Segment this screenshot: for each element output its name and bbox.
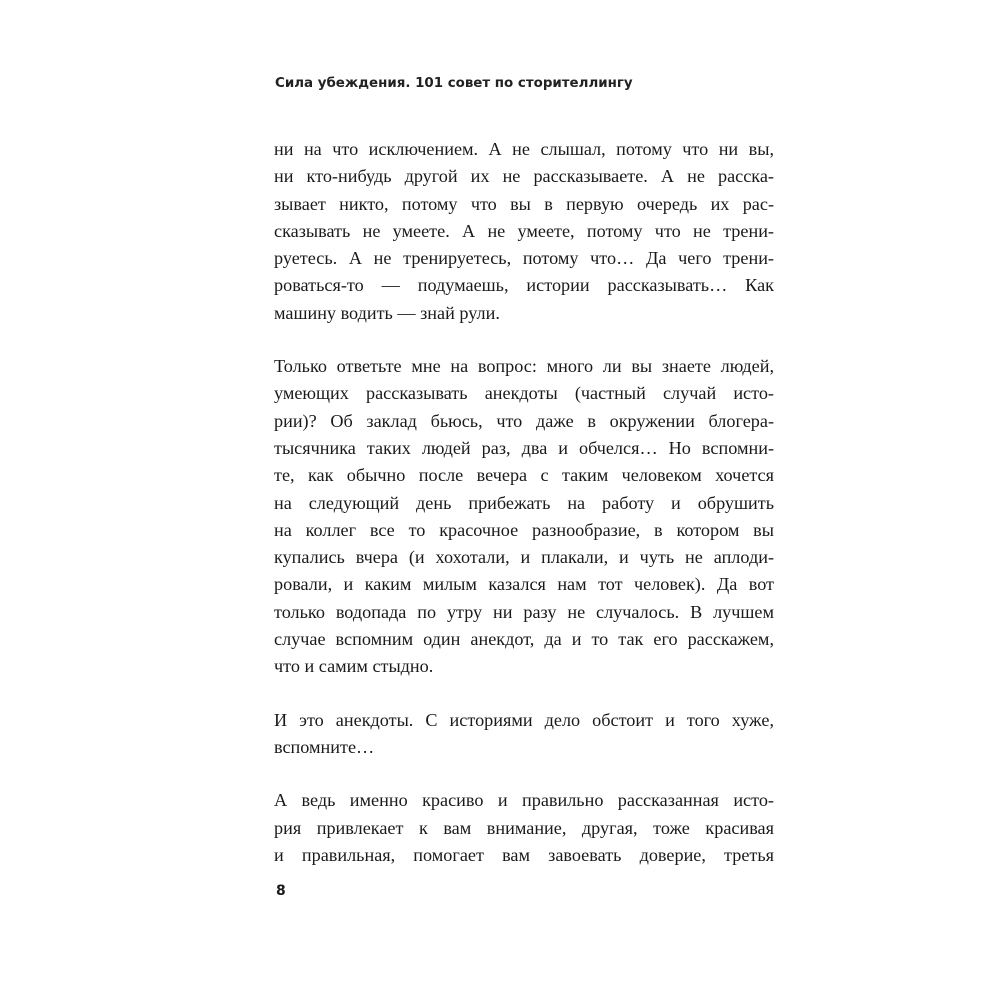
running-head: Сила убеждения. 101 совет по сторителлингу — [275, 76, 633, 91]
page-number: 8 — [276, 883, 286, 899]
text-line: ни кто-нибудь другой их не рассказываете. А не расска- — [274, 166, 774, 187]
text-line: купались вчера (и хохотали, и плакали, и чуть не аплоди- — [274, 547, 774, 568]
text-line: что и самим стыдно. — [274, 656, 434, 677]
paragraph — [274, 787, 774, 869]
text-line: И это анекдоты. С историями дело обстоит и того хуже, — [274, 709, 774, 730]
text-line: сказывать не умеете. А не умеете, потому что не трени- — [274, 220, 774, 241]
text-line: тысячника таких людей раз, два и обчелся… Но вспомни- — [274, 437, 774, 458]
text-line: случае вспомним один анекдот, да и то так его расскажем, — [274, 629, 774, 650]
text-line: руетесь. А не тренируетесь, потому что… Да чего трени- — [274, 248, 774, 269]
text-line: те, как обычно после вечера с таким человеком хочется — [274, 465, 774, 486]
text-line: на следующий день прибежать на работу и обрушить — [274, 492, 774, 513]
text-line: рии)? Об заклад бьюсь, что даже в окружении блогера- — [274, 410, 774, 431]
text-line: и правильная, помогает вам завоевать доверие, третья — [274, 844, 774, 865]
body-text — [274, 136, 774, 895]
paragraph — [274, 136, 774, 327]
text-line: А ведь именно красиво и правильно рассказанная исто- — [274, 790, 774, 811]
text-line: зывает никто, потому что вы в первую очередь их рас- — [274, 193, 774, 214]
paragraph — [274, 707, 774, 762]
text-line: Только ответьте мне на вопрос: много ли вы знаете людей, — [274, 356, 774, 377]
text-line: ровали, и каким милым казался нам тот человек). Да вот — [274, 574, 774, 595]
paragraph — [274, 353, 774, 681]
text-line: машину водить — знай рули. — [274, 302, 500, 323]
text-line: умеющих рассказывать анекдоты (частный случай исто- — [274, 383, 774, 404]
text-line: роваться-то — подумаешь, истории рассказывать… Как — [274, 275, 774, 296]
text-line: только водопада по утру ни разу не случалось. В лучшем — [274, 601, 774, 622]
text-line: ни на что исключением. А не слышал, потому что ни вы, — [274, 139, 774, 159]
text-line: рия привлекает к вам внимание, другая, тоже красивая — [274, 817, 774, 838]
text-line: вспомните… — [274, 736, 375, 757]
text-line: на коллег все то красочное разнообразие, в котором вы — [274, 519, 774, 540]
